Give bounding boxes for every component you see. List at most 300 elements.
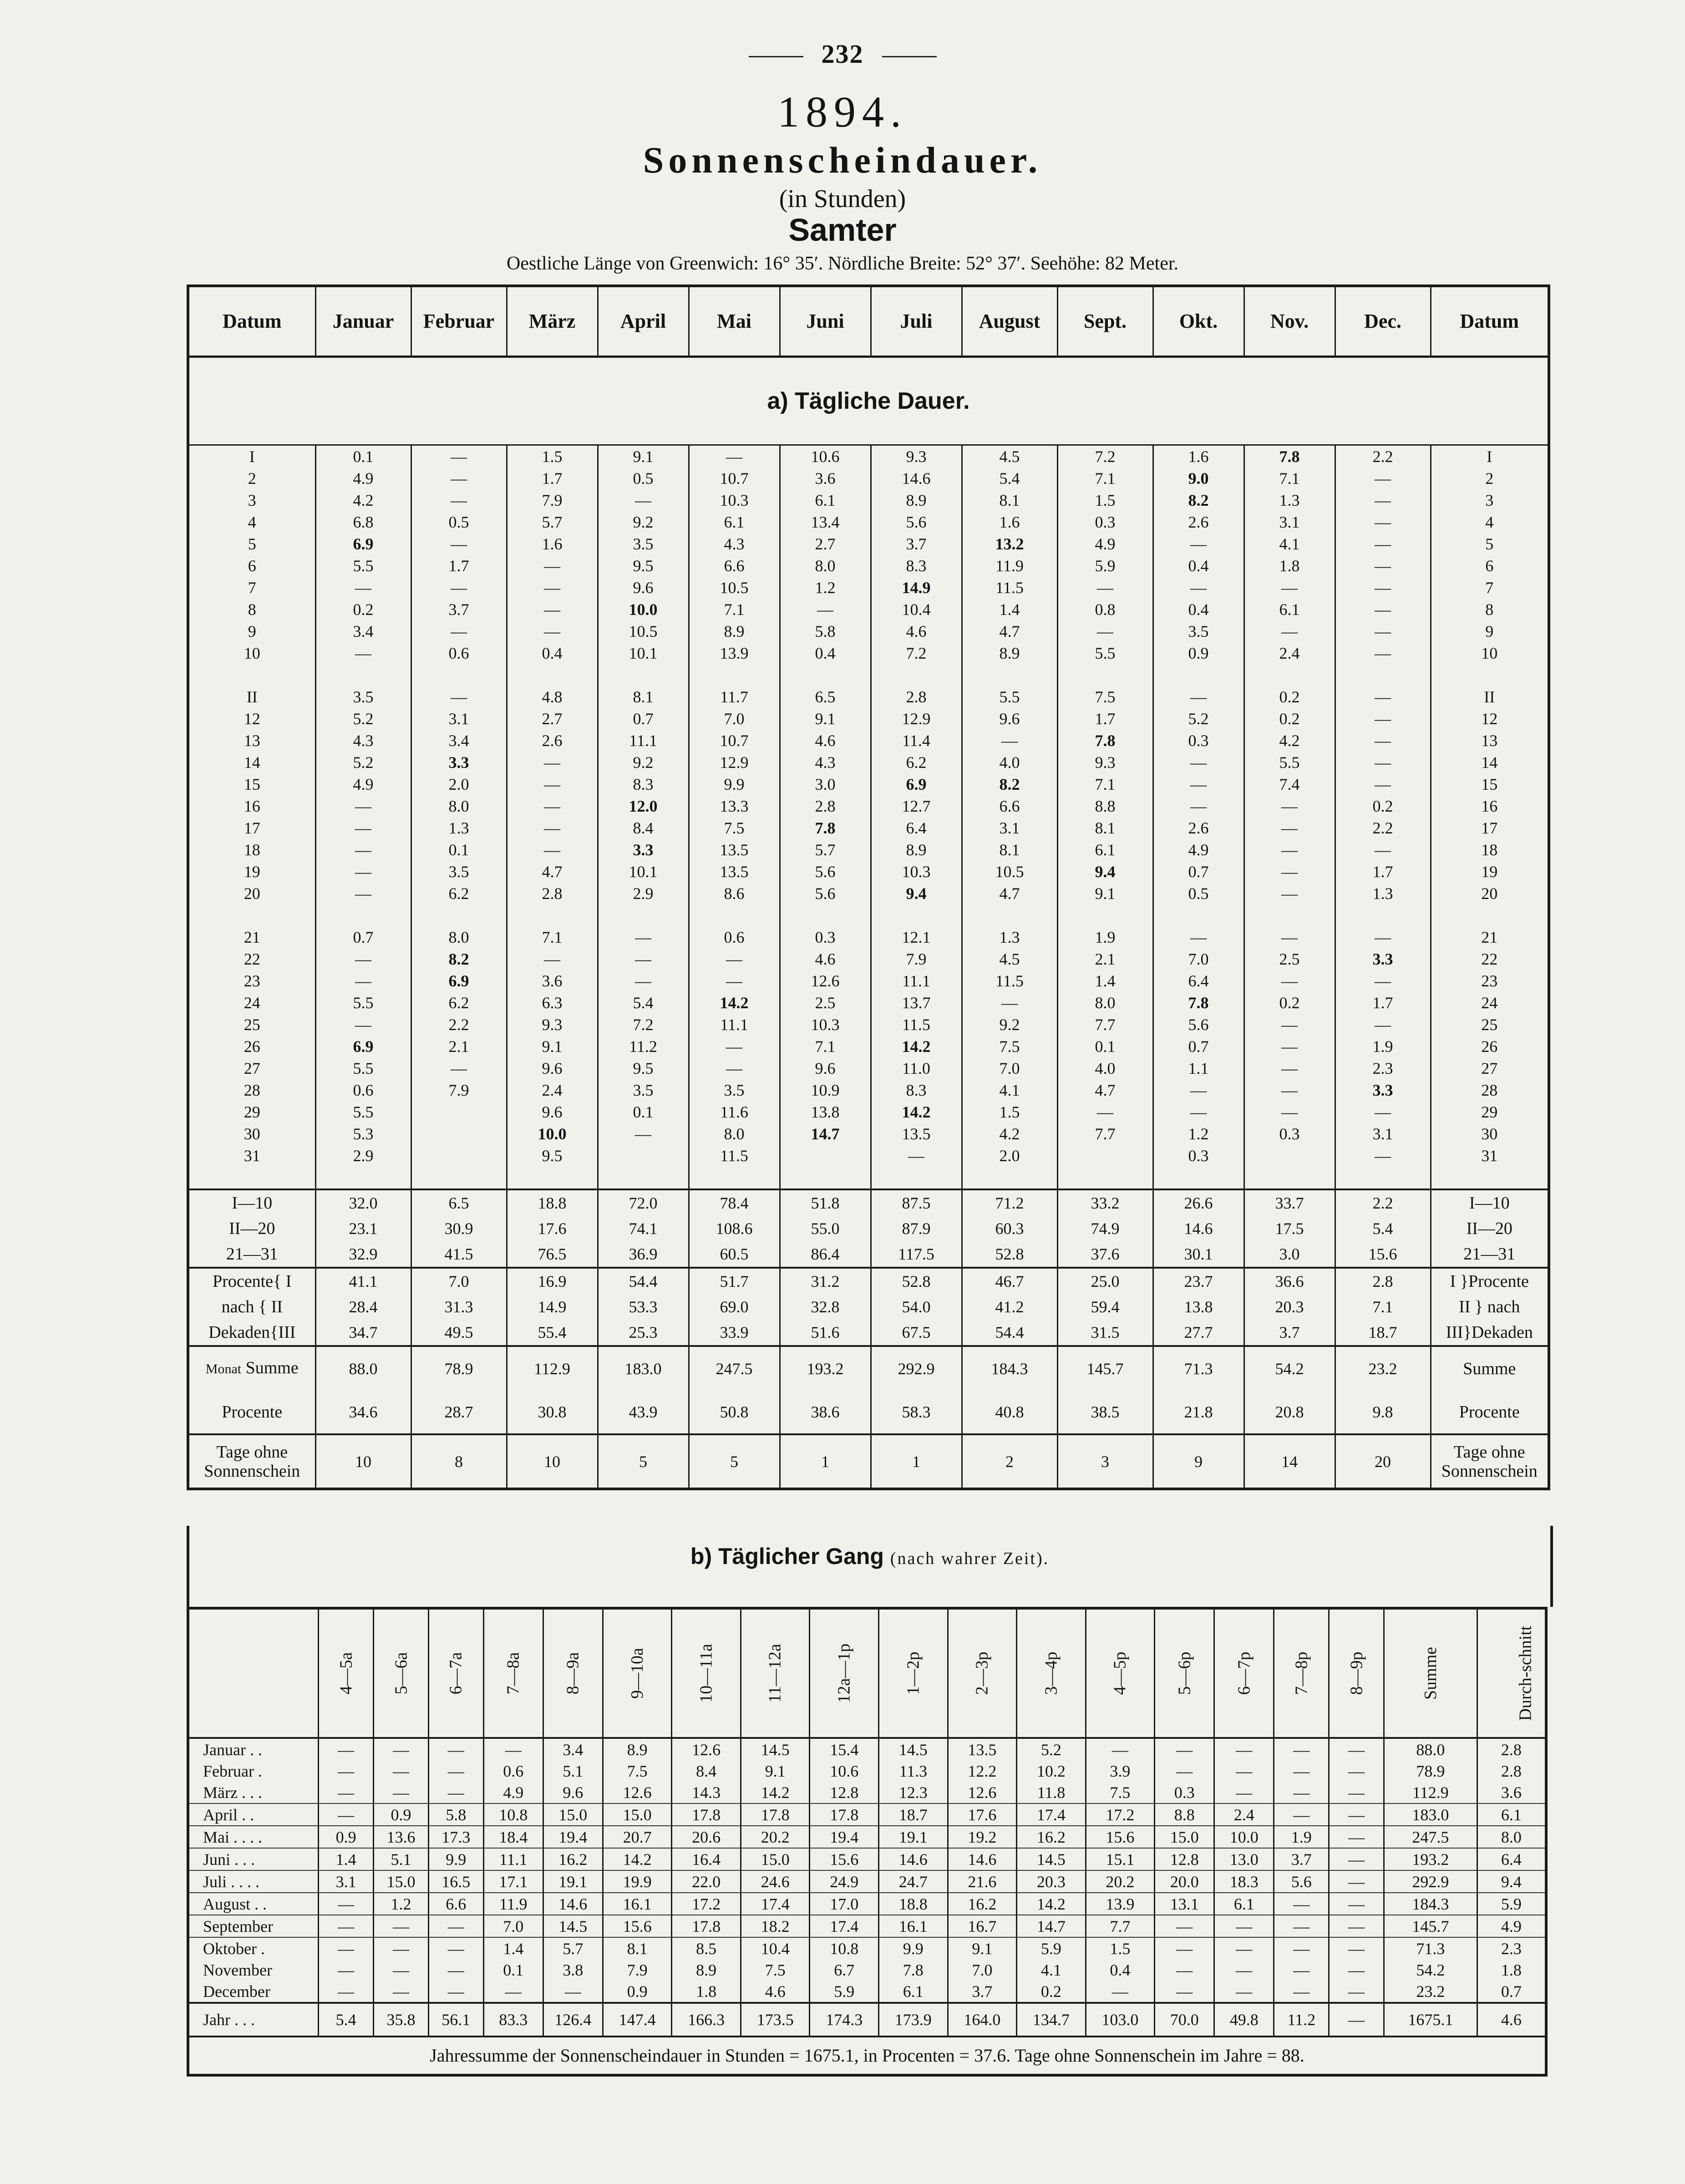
decade-sum-value: 2.2 xyxy=(1335,1189,1431,1216)
hourly-value: 10.2 xyxy=(1017,1760,1086,1782)
decade-pct-label: nach { II xyxy=(221,1297,283,1316)
day-value: — xyxy=(411,445,507,468)
hourly-value: 8.4 xyxy=(672,1760,741,1782)
day-value: 8.9 xyxy=(962,642,1057,664)
hourly-value: 15.1 xyxy=(1086,1848,1155,1870)
decade-label: I—10 xyxy=(188,1189,315,1216)
decade-sum-value: 108.6 xyxy=(689,1216,780,1241)
hourly-value: 21.6 xyxy=(948,1870,1017,1893)
day-value: 12.7 xyxy=(871,795,962,817)
month-name: Juli . . . . xyxy=(188,1870,319,1893)
day-number-right: 30 xyxy=(1431,1123,1549,1145)
year-value: — xyxy=(1329,2003,1384,2037)
day-value: — xyxy=(1244,620,1335,642)
hourly-value: 14.6 xyxy=(948,1848,1017,1870)
month-header: Juni xyxy=(780,286,871,357)
day-value xyxy=(1244,1145,1335,1167)
day-value: 5.6 xyxy=(780,883,871,904)
hour-header-text: 12a—1p xyxy=(834,1643,854,1703)
day-value: 7.2 xyxy=(1057,445,1153,468)
hourly-value: 17.8 xyxy=(810,1803,879,1826)
hourly-value: — xyxy=(319,1803,374,1826)
hourly-value: — xyxy=(1274,1915,1329,1937)
year-value: 126.4 xyxy=(543,2003,603,2037)
hourly-month-row xyxy=(188,1848,1546,1870)
day-value: 6.1 xyxy=(780,489,871,511)
hourly-value: — xyxy=(1155,1760,1214,1782)
hourly-value: — xyxy=(374,1959,429,1981)
hourly-value: — xyxy=(374,1782,429,1803)
day-value: 5.6 xyxy=(871,511,962,533)
hourly-month-row xyxy=(188,1915,1546,1937)
day-value: — xyxy=(315,642,411,664)
day-value: — xyxy=(1244,1036,1335,1057)
day-value: 7.9 xyxy=(871,948,962,970)
decade-sum-value: 36.9 xyxy=(598,1241,689,1268)
decade-pct-row xyxy=(188,1320,1549,1346)
hourly-value: 3.1 xyxy=(319,1870,374,1893)
spacer xyxy=(411,664,507,686)
hour-header-text: 8—9p xyxy=(1347,1651,1366,1695)
hourly-value: — xyxy=(1329,1981,1384,2003)
day-value: 8.4 xyxy=(598,817,689,839)
day-value: 4.5 xyxy=(962,445,1057,468)
year-value: 49.8 xyxy=(1214,2003,1274,2037)
day-value: 2.9 xyxy=(315,1145,411,1167)
day-value: 1.7 xyxy=(1335,861,1431,883)
spacer xyxy=(598,904,689,926)
day-number-right: II xyxy=(1431,686,1549,708)
day-value: 9.2 xyxy=(598,511,689,533)
days-without-sun-label-right: Tage ohne Sonnenschein xyxy=(1431,1434,1549,1489)
day-value: 8.0 xyxy=(780,555,871,577)
hourly-value: — xyxy=(319,1981,374,2003)
hourly-value: — xyxy=(319,1959,374,1981)
day-value: — xyxy=(507,948,598,970)
day-value: — xyxy=(689,445,780,468)
day-value: 3.7 xyxy=(871,533,962,555)
decade-pct-value: 51.7 xyxy=(689,1268,780,1294)
day-number: 3 xyxy=(248,491,256,509)
decade-sum-value: 30.1 xyxy=(1153,1241,1244,1268)
month-name: December xyxy=(203,1982,270,2001)
hourly-value: — xyxy=(374,1915,429,1937)
day-value: 7.1 xyxy=(1057,467,1153,489)
hourly-value: 12.3 xyxy=(879,1782,948,1803)
hourly-value: 11.3 xyxy=(879,1760,948,1782)
day-value: 0.4 xyxy=(1153,599,1244,620)
day-value: 2.1 xyxy=(1057,948,1153,970)
decade-pct-value: 7.1 xyxy=(1335,1294,1431,1320)
hourly-value: 14.5 xyxy=(543,1915,603,1937)
day-value: 10.5 xyxy=(962,861,1057,883)
spacer-row xyxy=(188,904,1549,926)
hourly-value: — xyxy=(319,1937,374,1959)
day-value: 10.3 xyxy=(780,1014,871,1036)
day-value: 3.3 xyxy=(598,839,689,861)
hour-header xyxy=(879,1608,948,1738)
day-row xyxy=(188,883,1549,904)
decade-pct-value: 27.7 xyxy=(1153,1320,1244,1346)
day-number-right: 21 xyxy=(1431,926,1549,948)
hourly-value: 3.7 xyxy=(1274,1848,1329,1870)
day-value: — xyxy=(780,599,871,620)
day-value: 0.3 xyxy=(780,926,871,948)
day-row xyxy=(188,555,1549,577)
hourly-value: 4.1 xyxy=(1017,1959,1086,1981)
month-label-header xyxy=(188,1608,319,1738)
days-without-sun-value: 8 xyxy=(411,1434,507,1489)
day-value: 3.3 xyxy=(1335,948,1431,970)
hourly-value: 23.2 xyxy=(1384,1981,1477,2003)
day-value: 8.0 xyxy=(1057,992,1153,1014)
day-row xyxy=(188,1014,1549,1036)
hourly-value: 8.5 xyxy=(672,1937,741,1959)
year-value: 147.4 xyxy=(603,2003,672,2037)
day-value: 9.4 xyxy=(871,883,962,904)
hour-header xyxy=(1086,1608,1155,1738)
spacer-row xyxy=(188,1167,1549,1189)
hourly-value: 18.2 xyxy=(741,1915,810,1937)
day-value: — xyxy=(315,577,411,599)
day-value: 7.1 xyxy=(689,599,780,620)
day-value: — xyxy=(1335,730,1431,752)
decade-label: II—20 xyxy=(229,1219,275,1238)
day-value: — xyxy=(411,1057,507,1079)
hourly-value: 4.9 xyxy=(483,1782,543,1803)
day-value: — xyxy=(1244,577,1335,599)
day-row xyxy=(188,992,1549,1014)
day-value: — xyxy=(1153,533,1244,555)
days-without-sun-value: 2 xyxy=(962,1434,1057,1489)
hourly-value: 7.7 xyxy=(1086,1915,1155,1937)
days-without-sun-value: 1 xyxy=(871,1434,962,1489)
day-value: 2.7 xyxy=(507,708,598,730)
month-pct-value: 38.5 xyxy=(1057,1390,1153,1434)
hourly-value: 17.8 xyxy=(741,1803,810,1826)
hour-header xyxy=(428,1608,483,1738)
section-a-row xyxy=(188,357,1549,445)
day-value: 0.6 xyxy=(689,926,780,948)
hourly-value: 20.3 xyxy=(1017,1870,1086,1893)
spacer xyxy=(1335,904,1431,926)
day-value: 9.1 xyxy=(1057,883,1153,904)
hour-header xyxy=(672,1608,741,1738)
day-number-right: 17 xyxy=(1431,817,1549,839)
day-value: 12.0 xyxy=(598,795,689,817)
decade-sum-value: 37.6 xyxy=(1057,1241,1153,1268)
month-pct-value: 20.8 xyxy=(1244,1390,1335,1434)
month-pct-value: 34.6 xyxy=(315,1390,411,1434)
hourly-value: 24.9 xyxy=(810,1870,879,1893)
day-value xyxy=(1057,1145,1153,1167)
decade-pct-value: 32.8 xyxy=(780,1294,871,1320)
decade-pct-value: 33.9 xyxy=(689,1320,780,1346)
day-value: 8.6 xyxy=(689,883,780,904)
day-value: 3.3 xyxy=(1335,1079,1431,1101)
monat-label: Monat xyxy=(205,1361,242,1376)
day-value: 1.3 xyxy=(962,926,1057,948)
hourly-value: 8.0 xyxy=(1477,1826,1546,1848)
day-value: 9.1 xyxy=(780,708,871,730)
day-number: 29 xyxy=(244,1103,260,1121)
daily-duration-table xyxy=(187,284,1550,1490)
day-value: 3.0 xyxy=(780,773,871,795)
spacer xyxy=(1057,664,1153,686)
hourly-value: 16.1 xyxy=(879,1915,948,1937)
day-number-right: 2 xyxy=(1431,467,1549,489)
day-value xyxy=(780,1145,871,1167)
hourly-value: — xyxy=(319,1738,374,1760)
hour-header-text: 3—4p xyxy=(1041,1651,1061,1695)
hourly-value: 0.3 xyxy=(1155,1782,1214,1803)
hourly-month-row xyxy=(188,1738,1546,1760)
hour-header-text: 4—5a xyxy=(336,1652,356,1695)
hourly-value: 17.0 xyxy=(810,1893,879,1915)
day-row xyxy=(188,948,1549,970)
spacer xyxy=(871,904,962,926)
hourly-value: 5.9 xyxy=(1017,1937,1086,1959)
day-value: 7.1 xyxy=(507,926,598,948)
hourly-value: — xyxy=(1155,1738,1214,1760)
day-value: — xyxy=(1335,839,1431,861)
day-value: — xyxy=(507,752,598,773)
day-value: 5.5 xyxy=(1244,752,1335,773)
day-value: 1.3 xyxy=(1335,883,1431,904)
hourly-value: 9.9 xyxy=(428,1848,483,1870)
hour-header-text: 11—12a xyxy=(766,1644,785,1703)
hourly-value: — xyxy=(1329,1782,1384,1803)
hourly-value: 19.1 xyxy=(879,1826,948,1848)
hourly-value: 17.8 xyxy=(672,1803,741,1826)
hourly-value: — xyxy=(1214,1915,1274,1937)
day-value: — xyxy=(1335,577,1431,599)
day-number-right: 31 xyxy=(1431,1145,1549,1167)
day-value: — xyxy=(1153,577,1244,599)
day-number: 19 xyxy=(244,863,260,881)
hourly-value: — xyxy=(428,1937,483,1959)
hourly-value: 15.0 xyxy=(603,1803,672,1826)
hourly-value: 13.6 xyxy=(374,1826,429,1848)
day-value: 1.2 xyxy=(1153,1123,1244,1145)
day-value: 0.3 xyxy=(1153,730,1244,752)
day-number: 5 xyxy=(248,535,256,553)
decade-pct-value: 3.7 xyxy=(1244,1320,1335,1346)
day-value: 0.1 xyxy=(315,445,411,468)
day-number-right: 10 xyxy=(1431,642,1549,664)
hour-header xyxy=(741,1608,810,1738)
day-value: — xyxy=(315,795,411,817)
decade-pct-value: 2.8 xyxy=(1335,1268,1431,1294)
day-row xyxy=(188,708,1549,730)
hourly-value: 17.4 xyxy=(810,1915,879,1937)
page-number: 232 xyxy=(821,39,864,69)
hourly-value: 11.1 xyxy=(483,1848,543,1870)
day-value: 12.6 xyxy=(780,970,871,992)
hourly-value: — xyxy=(1274,1738,1329,1760)
hour-header-text: 7—8p xyxy=(1292,1651,1311,1695)
hourly-value: 15.0 xyxy=(374,1870,429,1893)
hour-header xyxy=(1214,1608,1274,1738)
day-value: 9.2 xyxy=(962,1014,1057,1036)
hourly-value: 16.2 xyxy=(1017,1826,1086,1848)
hourly-value: 3.8 xyxy=(543,1959,603,1981)
day-value: 14.7 xyxy=(780,1123,871,1145)
day-value: 9.6 xyxy=(780,1057,871,1079)
decade-pct-value: 25.3 xyxy=(598,1320,689,1346)
hourly-value: — xyxy=(428,1959,483,1981)
hourly-value: — xyxy=(1329,1826,1384,1848)
day-number: 23 xyxy=(244,972,260,990)
day-value: — xyxy=(598,970,689,992)
day-value: 7.7 xyxy=(1057,1014,1153,1036)
month-sum-value: 184.3 xyxy=(962,1346,1057,1390)
day-value: — xyxy=(1244,795,1335,817)
day-value: — xyxy=(1244,1057,1335,1079)
day-value: 5.5 xyxy=(315,1057,411,1079)
decade-sum-value: 55.0 xyxy=(780,1216,871,1241)
hourly-value: 8.8 xyxy=(1155,1803,1214,1826)
hourly-value: — xyxy=(1329,1893,1384,1915)
day-value: 2.5 xyxy=(1244,948,1335,970)
decade-sum-value: 74.1 xyxy=(598,1216,689,1241)
hourly-value: 78.9 xyxy=(1384,1760,1477,1782)
hourly-value: 12.6 xyxy=(948,1782,1017,1803)
day-value: 10.1 xyxy=(598,642,689,664)
hour-header xyxy=(948,1608,1017,1738)
hourly-value: — xyxy=(1086,1738,1155,1760)
day-value: — xyxy=(411,533,507,555)
hourly-value: 19.4 xyxy=(543,1826,603,1848)
day-value: 3.7 xyxy=(411,599,507,620)
day-value: — xyxy=(315,839,411,861)
hourly-value: — xyxy=(1329,1937,1384,1959)
hourly-value: — xyxy=(374,1981,429,2003)
day-value: — xyxy=(1153,1101,1244,1123)
hourly-value: 7.0 xyxy=(948,1959,1017,1981)
month-sum-label xyxy=(188,1346,315,1390)
day-value: 0.6 xyxy=(411,642,507,664)
day-value: — xyxy=(1244,970,1335,992)
day-row xyxy=(188,795,1549,817)
decade-sum-value: 33.2 xyxy=(1057,1189,1153,1216)
day-value: 5.2 xyxy=(1153,708,1244,730)
day-value: 0.3 xyxy=(1153,1145,1244,1167)
day-value: 10.5 xyxy=(598,620,689,642)
day-value: 0.4 xyxy=(1153,555,1244,577)
decade-pct-value: 7.0 xyxy=(411,1268,507,1294)
month-header-row xyxy=(188,286,1549,357)
decade-sum-value: 15.6 xyxy=(1335,1241,1431,1268)
station-name: Samter xyxy=(788,212,897,248)
day-number: 9 xyxy=(248,622,256,640)
day-value: 9.1 xyxy=(507,1036,598,1057)
day-value: — xyxy=(598,926,689,948)
decade-sum-value: 86.4 xyxy=(780,1241,871,1268)
hourly-value: 20.7 xyxy=(603,1826,672,1848)
day-value: 5.2 xyxy=(315,752,411,773)
day-value: — xyxy=(1057,577,1153,599)
hour-header xyxy=(1477,1608,1546,1738)
decade-pct-value: 55.4 xyxy=(507,1320,598,1346)
day-value: — xyxy=(507,555,598,577)
decade-pct-label: Dekaden{III xyxy=(208,1323,296,1342)
hourly-value: 14.2 xyxy=(603,1848,672,1870)
hourly-value: 6.6 xyxy=(428,1893,483,1915)
day-number-right: 4 xyxy=(1431,511,1549,533)
month-header: April xyxy=(598,286,689,357)
day-value: 0.2 xyxy=(315,599,411,620)
day-value: 3.3 xyxy=(411,752,507,773)
day-value: 0.3 xyxy=(1244,1123,1335,1145)
day-value: — xyxy=(1335,599,1431,620)
right-dash xyxy=(882,56,937,57)
spacer-row xyxy=(188,664,1549,686)
decade-pct-label-right: II } nach xyxy=(1431,1294,1549,1320)
day-value: 8.9 xyxy=(871,839,962,861)
decade-pct-label-right: III}Dekaden xyxy=(1431,1320,1549,1346)
day-row xyxy=(188,752,1549,773)
day-value: 13.5 xyxy=(689,839,780,861)
day-value: 3.5 xyxy=(1153,620,1244,642)
day-value: — xyxy=(1335,489,1431,511)
day-value: 0.7 xyxy=(598,708,689,730)
station-coordinates: Oestliche Länge von Greenwich: 16° 35′. Nördliche Breite: 52° 37′. Seehöhe: 82 Meter. xyxy=(506,253,1179,274)
day-value: 0.2 xyxy=(1244,686,1335,708)
hourly-value: — xyxy=(483,1738,543,1760)
hourly-value: 10.8 xyxy=(483,1803,543,1826)
day-row xyxy=(188,642,1549,664)
day-value: 5.2 xyxy=(315,708,411,730)
hourly-value: — xyxy=(319,1760,374,1782)
hourly-month-row xyxy=(188,1937,1546,1959)
decade-sum-value: 32.9 xyxy=(315,1241,411,1268)
hourly-value: 19.9 xyxy=(603,1870,672,1893)
hourly-value: 19.2 xyxy=(948,1826,1017,1848)
hourly-value: — xyxy=(1329,1848,1384,1870)
month-sum-row xyxy=(188,1346,1549,1390)
hourly-value: 4.6 xyxy=(741,1981,810,2003)
day-value xyxy=(411,1101,507,1123)
days-without-sun-row xyxy=(188,1434,1549,1489)
day-number-right: 5 xyxy=(1431,533,1549,555)
hourly-value: — xyxy=(1155,1937,1214,1959)
month-name: Juni . . . xyxy=(188,1848,319,1870)
day-row xyxy=(188,489,1549,511)
spacer xyxy=(871,1167,962,1189)
decade-pct-value: 34.7 xyxy=(315,1320,411,1346)
hourly-value: 5.9 xyxy=(810,1981,879,2003)
day-row xyxy=(188,577,1549,599)
hour-header xyxy=(1155,1608,1214,1738)
day-row xyxy=(188,599,1549,620)
day-number-right: 25 xyxy=(1431,1014,1549,1036)
day-value: 14.6 xyxy=(871,467,962,489)
spacer xyxy=(962,1167,1057,1189)
day-value: 1.1 xyxy=(1153,1057,1244,1079)
day-value: 4.3 xyxy=(689,533,780,555)
hourly-value: 0.9 xyxy=(374,1803,429,1826)
hourly-value: 3.9 xyxy=(1086,1760,1155,1782)
hourly-value: — xyxy=(428,1981,483,2003)
day-number-right: 27 xyxy=(1431,1057,1549,1079)
hourly-value: 54.2 xyxy=(1384,1959,1477,1981)
day-value: 11.0 xyxy=(871,1057,962,1079)
year-value: 173.9 xyxy=(879,2003,948,2037)
day-value: 3.5 xyxy=(598,1079,689,1101)
decade-sum-value: 71.2 xyxy=(962,1189,1057,1216)
hourly-value: — xyxy=(1086,1981,1155,2003)
